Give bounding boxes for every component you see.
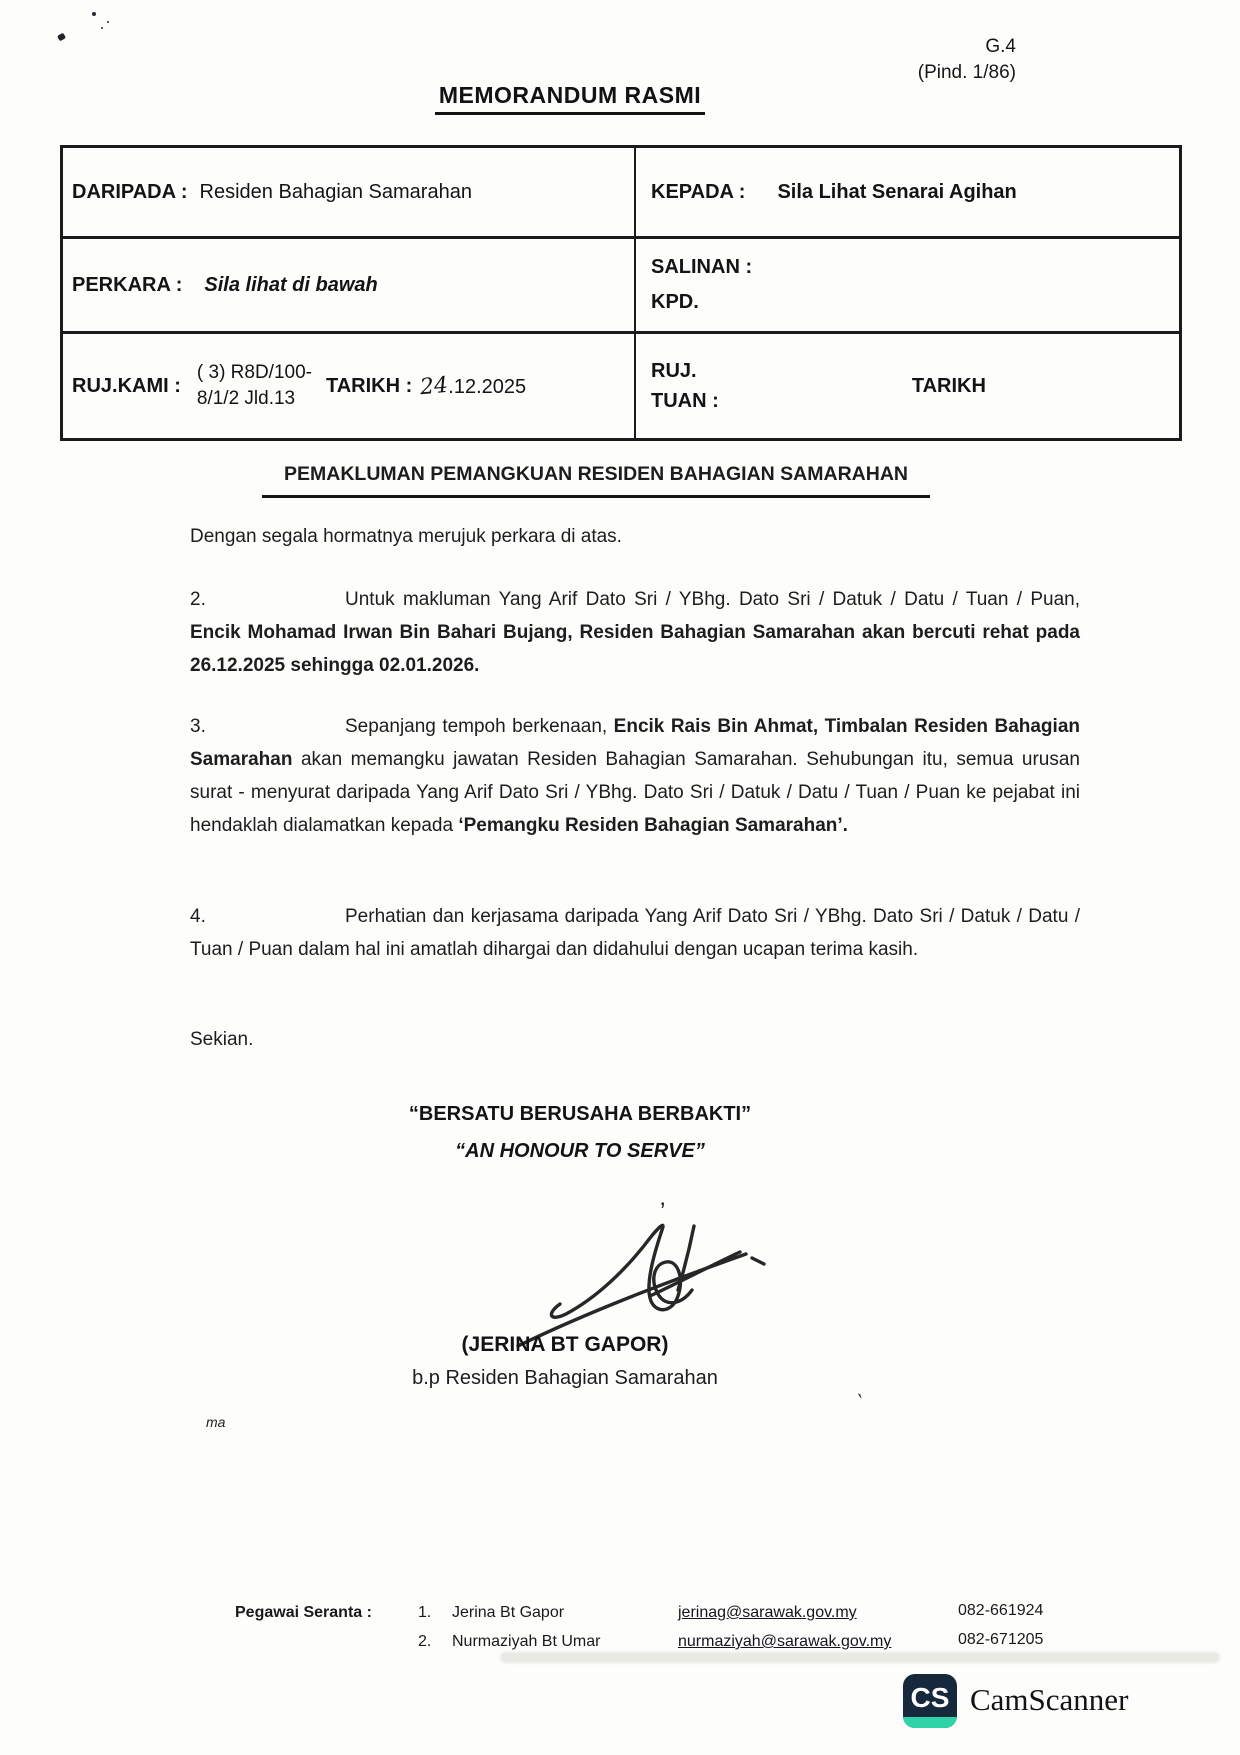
officer-1-number: 1.	[418, 1604, 432, 1621]
form-code: G.4	[985, 36, 1016, 57]
paragraph-3	[190, 710, 1080, 842]
paragraph-4-number: 4.	[190, 906, 206, 927]
slogan	[190, 1096, 970, 1170]
slogan-line-2: “AN HONOUR TO SERVE”	[455, 1140, 705, 1162]
page-title	[0, 82, 1140, 115]
tarikh-label: TARIKH :	[326, 374, 413, 397]
subject-heading-text: PEMAKLUMAN PEMANGKUAN RESIDEN BAHAGIAN SAMARAHAN	[262, 458, 930, 498]
officer-1-phone: 082-661924	[958, 1602, 1044, 1619]
closing-word: Sekian.	[190, 1029, 254, 1050]
officer-2-email: nurmaziyah@sarawak.gov.my	[678, 1633, 892, 1650]
officer-2-number: 2.	[418, 1633, 432, 1650]
paragraph-3-bold-1: Encik Rais Bin Ahmat, Timbalan Residen Bahagian Samarahan	[190, 716, 1080, 770]
page-title-text: MEMORANDUM RASMI	[435, 82, 705, 115]
slogan-line-1: “BERSATU BERUSAHA BERBAKTI”	[408, 1103, 752, 1125]
tarikh-rest: .12.2025	[448, 375, 527, 398]
ruj-kami-ref	[197, 360, 312, 412]
ruj-kami-ref-line1: ( 3) R8D/100-	[196, 362, 312, 383]
paragraph-3-text-2: akan memangku jawatan Residen Bahagian Samarahan. Sehubungan itu, semua urusan surat - menyurat daripada Yang Arif Dato Sri / YBhg. Dato Sri / Datuk / Datu / Tuan / Puan ke pejabat ini hendaklah dialamatkan kepada	[190, 749, 1080, 836]
paragraph-4-text: Perhatian dan kerjasama daripada Yang Arif Dato Sri / YBhg. Dato Sri / Datuk / Datu / Tuan / Puan dalam hal ini amatlah dihargai dan didahului dengan ucapan terima kasih.	[190, 906, 1080, 960]
daripada-cell	[63, 148, 636, 239]
daripada-label: DARIPADA :	[72, 180, 188, 203]
ruj-tuan-line2: TUAN :	[651, 390, 719, 412]
kepada-cell	[636, 148, 1179, 239]
tarikh-day-handwritten: 24	[419, 372, 450, 400]
kepada-label: KEPADA :	[651, 180, 746, 203]
camscanner-icon-accent-strip	[903, 1717, 957, 1728]
officer-1-email: jerinag@sarawak.gov.my	[678, 1604, 857, 1621]
ink-speck	[57, 33, 66, 42]
ruj-tuan-line1: RUJ.	[651, 360, 697, 382]
signatory-behalf: b.p Residen Bahagian Samarahan	[412, 1367, 718, 1389]
paragraph-3-number: 3.	[190, 716, 206, 737]
camscanner-icon-text: CS	[910, 1682, 950, 1713]
paragraph-2	[190, 583, 1080, 682]
paragraph-2-bold: Encik Mohamad Irwan Bin Bahari Bujang, Residen Bahagian Samarahan akan bercuti rehat pada 26.12.2025 sehingga 02.01.2026.	[190, 622, 1080, 676]
officer-1-name: Jerina Bt Gapor	[452, 1604, 565, 1621]
perkara-value: Sila lihat di bawah	[204, 273, 378, 296]
typist-initials: ma	[206, 1414, 226, 1430]
salutation: Dengan segala hormatnya merujuk perkara di atas.	[190, 526, 622, 547]
tarikh-right-label: TARIKH	[911, 374, 986, 397]
perkara-cell	[63, 239, 636, 334]
signature-pen-mark: ’	[660, 1198, 666, 1225]
paragraph-4	[190, 900, 1080, 966]
form-code-block	[918, 34, 1016, 86]
officer-2-name: Nurmaziyah Bt Umar	[452, 1633, 601, 1650]
kepada-value: Sila Lihat Senarai Agihan	[777, 180, 1017, 203]
memo-header-table	[60, 145, 1182, 441]
paragraph-2-number: 2.	[190, 589, 206, 610]
officer-2-phone: 082-671205	[958, 1631, 1044, 1648]
paragraph-2-text: Untuk makluman Yang Arif Dato Sri / YBhg. Dato Sri / Datuk / Datu / Tuan / Puan,	[345, 589, 1080, 610]
salinan-cell	[636, 239, 1179, 334]
form-revision: (Pind. 1/86)	[917, 62, 1016, 83]
ink-speck	[92, 12, 96, 16]
perkara-label: PERKARA :	[72, 273, 183, 296]
camscanner-watermark	[903, 1674, 1128, 1728]
daripada-value: Residen Bahagian Samarahan	[199, 180, 472, 203]
ruj-tuan-cell	[636, 334, 1179, 438]
paragraph-3-text-1: Sepanjang tempoh berkenaan,	[345, 716, 614, 737]
subject-heading	[190, 458, 1002, 498]
salinan-label: SALINAN :	[651, 256, 753, 278]
ruj-kami-ref-line2: 8/1/2 Jld.13	[196, 388, 296, 409]
scan-artifact-band	[500, 1652, 1220, 1663]
ruj-tuan-label	[651, 356, 719, 416]
tarikh-value	[420, 374, 526, 399]
footer-label: Pegawai Seranta :	[235, 1604, 372, 1621]
kpd-label: KPD.	[651, 291, 699, 313]
stray-pen-tick: `	[850, 1389, 866, 1416]
camscanner-wordmark: CamScanner	[970, 1682, 1129, 1717]
ruj-kami-cell	[63, 334, 636, 438]
signatory-name: (JERINA BT GAPOR)	[461, 1333, 669, 1356]
camscanner-icon	[903, 1674, 957, 1728]
paragraph-3-bold-2: ‘Pemangku Residen Bahagian Samarahan’.	[458, 815, 848, 836]
ruj-kami-label: RUJ.KAMI :	[72, 374, 181, 397]
